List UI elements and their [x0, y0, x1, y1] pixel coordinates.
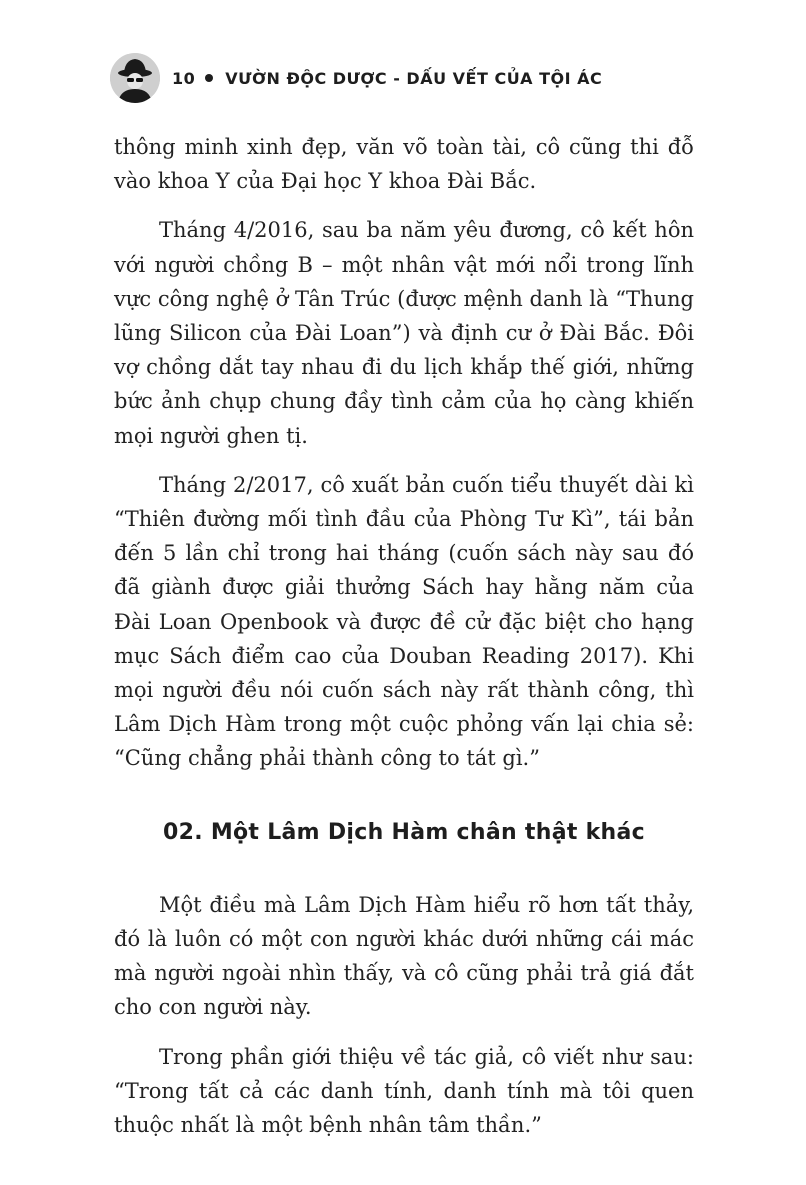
book-title: VƯỜN ĐỘC DƯỢC - DẤU VẾT CỦA TỘI ÁC: [225, 68, 603, 88]
paragraph: Một điều mà Lâm Dịch Hàm hiểu rõ hơn tất thảy, đó là luôn có một con người khác dưới những cái mác mà người ngoài nhìn thấy, và cô cũng phải trả giá đắt cho con người này.: [114, 892, 694, 1020]
detective-avatar-icon: [110, 53, 160, 103]
section-heading: 02. Một Lâm Dịch Hàm chân thật khác: [162, 819, 646, 845]
page-body: [114, 130, 694, 1157]
running-header: [110, 50, 602, 106]
paragraph: Tháng 2/2017, cô xuất bản cuốn tiểu thuyết dài kì “Thiên đường mối tình đầu của Phòng Tư Kì”, tái bản đến 5 lần chỉ trong hai tháng (cuốn sách này sau đó đã giành được giải thưởng Sách hay hằng năm của Đài Loan Openbook và được đề cử đặc biệt cho hạng mục Sách điểm cao của Douban Reading 2017). Khi mọi người đều nói cuốn sách này rất thành công, thì Lâm Dịch Hàm trong một cuộc phỏng vấn lại chia sẻ: “Cũng chẳng phải thành công to tát gì.”: [114, 472, 694, 771]
paragraph-continued: thông minh xinh đẹp, văn võ toàn tài, cô cũng thi đỗ vào khoa Y của Đại học Y khoa Đài Bắc.: [114, 135, 694, 194]
paragraph: Trong phần giới thiệu về tác giả, cô viết như sau: “Trong tất cả các danh tính, danh tính mà tôi quen thuộc nhất là một bệnh nhân tâm thần.”: [114, 1044, 694, 1138]
page-number: 10: [172, 68, 196, 88]
running-head-text: [172, 69, 602, 88]
paragraph: Tháng 4/2016, sau ba năm yêu đương, cô kết hôn với người chồng B – một nhân vật mới nổi trong lĩnh vực công nghệ ở Tân Trúc (được mệnh danh là “Thung lũng Silicon của Đài Loan”) và định cư ở Đài Bắc. Đôi vợ chồng dắt tay nhau đi du lịch khắp thế giới, những bức ảnh chụp chung đầy tình cảm của họ càng khiến mọi người ghen tị.: [114, 218, 694, 448]
bullet-dot-icon: [205, 74, 213, 82]
